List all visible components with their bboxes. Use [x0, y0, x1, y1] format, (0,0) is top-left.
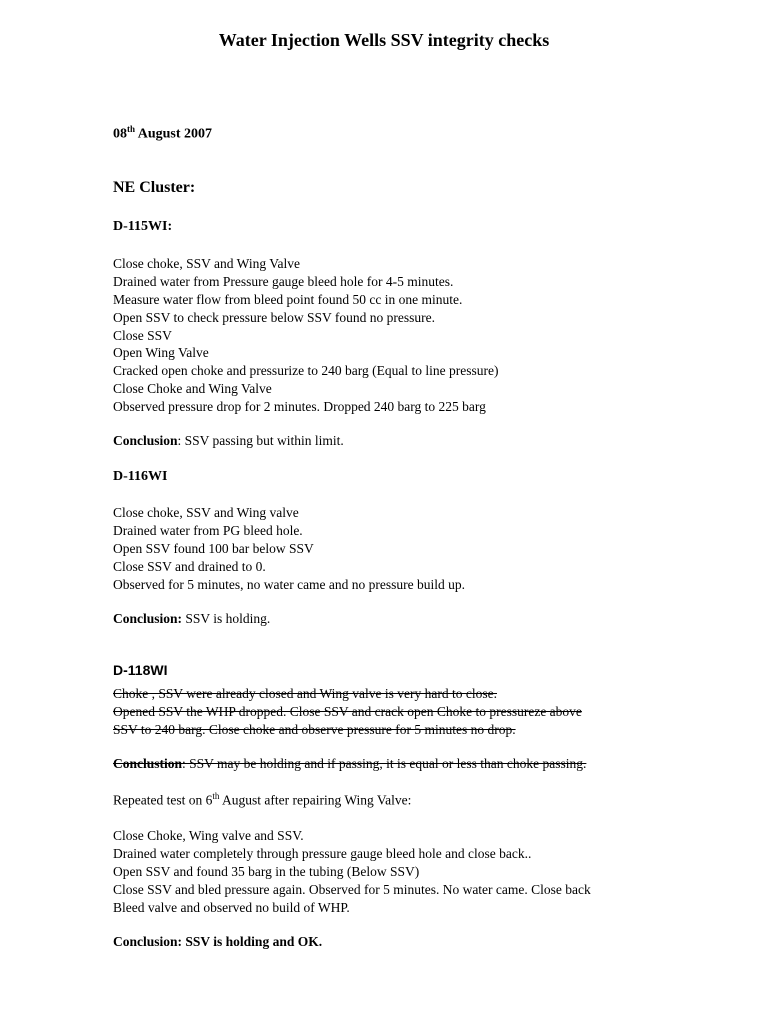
step-line: Bleed valve and observed no build of WHP. [113, 899, 350, 915]
well-steps-d118wi [113, 827, 591, 916]
conclusion-d118wi: Conclusion: SSV is holding and OK. [113, 934, 323, 949]
step-line: Measure water flow from bleed point found 50 cc in one minute. [113, 291, 463, 307]
well-steps-d116wi [113, 504, 465, 593]
struck-conclusion-text: : SSV may be holding and if passing, it is equal or less than choke passing. [182, 756, 587, 771]
conclusion-label: Conclusion [113, 433, 178, 448]
report-date [113, 124, 212, 143]
well-heading-d115wi: D-115WI: [113, 219, 173, 234]
well-heading-d116wi: D-116WI [113, 469, 168, 484]
date-day: 08 [113, 126, 127, 142]
step-line: Close SSV and bled pressure again. Observed for 5 minutes. No water came. Close back [113, 881, 591, 897]
retest-prefix: Repeated test on 6 [113, 792, 213, 808]
conclusion-d115wi [113, 433, 344, 449]
date-month-year: August 2007 [135, 126, 213, 142]
well-steps-d115wi [113, 255, 499, 416]
retest-rest: August after repairing Wing Valve: [219, 792, 412, 808]
step-line: Open SSV and found 35 barg in the tubing (Below SSV) [113, 863, 420, 879]
step-line: Close Choke, Wing valve and SSV. [113, 828, 304, 843]
step-line: Close SSV and drained to 0. [113, 558, 266, 574]
struck-steps-d118wi [113, 685, 582, 739]
step-line: Close choke, SSV and Wing valve [113, 505, 299, 520]
step-line: Observed pressure drop for 2 minutes. Dropped 240 barg to 225 barg [113, 399, 486, 415]
step-line: Drained water from Pressure gauge bleed hole for 4-5 minutes. [113, 273, 454, 289]
step-line: Close SSV [113, 327, 172, 343]
retest-suffix: th [212, 791, 220, 801]
step-line: Cracked open choke and pressurize to 240 barg (Equal to line pressure) [113, 363, 499, 379]
conclusion-text: : SSV passing but within limit. [177, 433, 344, 448]
conclusion-label: Conclusion: [113, 611, 183, 626]
step-line: Drained water completely through pressure gauge bleed hole and close back.. [113, 845, 532, 861]
retest-note [113, 791, 411, 809]
conclusion-d116wi [113, 611, 270, 627]
step-line: Open SSV to check pressure below SSV found no pressure. [113, 309, 435, 325]
step-line: Close Choke and Wing Valve [113, 381, 272, 397]
step-line: Close choke, SSV and Wing Valve [113, 256, 300, 271]
document-title: Water Injection Wells SSV integrity checks [218, 30, 550, 50]
struck-step-line: Opened SSV the WHP dropped. Close SSV and crack open Choke to pressureze above [113, 703, 582, 719]
well-heading-d118wi: D-118WI [113, 662, 168, 678]
conclusion-text: SSV is holding. [182, 611, 271, 626]
cluster-heading: NE Cluster: [113, 179, 196, 196]
struck-step-line: Choke , SSV were already closed and Wing valve is very hard to close. [113, 686, 497, 701]
step-line: Open SSV found 100 bar below SSV [113, 540, 314, 556]
date-suffix: th [127, 124, 136, 134]
struck-conclusion-label: Conclustion [113, 756, 183, 771]
step-line: Drained water from PG bleed hole. [113, 522, 303, 538]
step-line: Open Wing Valve [113, 345, 209, 361]
step-line: Observed for 5 minutes, no water came and no pressure build up. [113, 576, 466, 592]
struck-step-line: SSV to 240 barg. Close choke and observe pressure for 5 minutes no drop. [113, 721, 516, 737]
struck-conclusion-d118wi [113, 756, 586, 772]
